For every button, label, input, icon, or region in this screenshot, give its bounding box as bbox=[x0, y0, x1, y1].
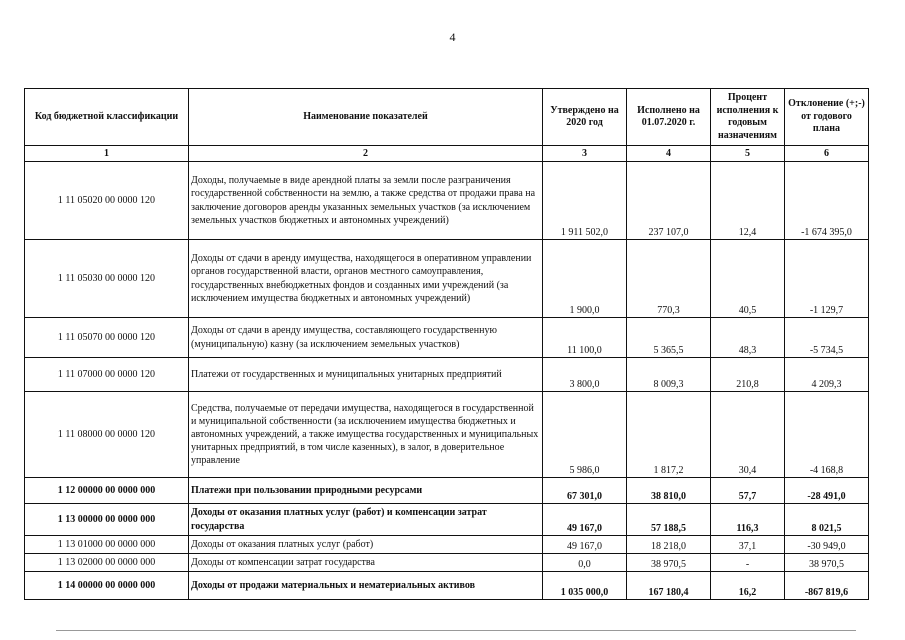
table-row bbox=[25, 504, 869, 536]
executed-cell: 18 218,0 bbox=[627, 536, 711, 554]
table-row bbox=[25, 536, 869, 554]
code-cell: 1 13 00000 00 0000 000 bbox=[25, 504, 189, 536]
table-row bbox=[25, 358, 869, 392]
percent-cell: 40,5 bbox=[711, 240, 785, 318]
table-row bbox=[25, 554, 869, 572]
code-cell: 1 11 07000 00 0000 120 bbox=[25, 358, 189, 392]
approved-cell: 3 800,0 bbox=[543, 358, 627, 392]
column-number: 2 bbox=[189, 146, 543, 162]
code-cell: 1 11 05030 00 0000 120 bbox=[25, 240, 189, 318]
column-number: 1 bbox=[25, 146, 189, 162]
percent-cell: 210,8 bbox=[711, 358, 785, 392]
executed-cell: 38 810,0 bbox=[627, 478, 711, 504]
deviation-cell: 38 970,5 bbox=[785, 554, 869, 572]
table-row bbox=[25, 318, 869, 358]
executed-cell: 8 009,3 bbox=[627, 358, 711, 392]
name-cell: Доходы от оказания платных услуг (работ) и компенсации затрат государства bbox=[189, 504, 543, 536]
table-row bbox=[25, 572, 869, 600]
name-cell: Доходы, получаемые в виде арендной платы за земли после разграничения государственной собственности на землю, а также средства от продажи права на заключение договоров аренды указанных земельных участков (за исключением земельных участков бюджетных и автономных учреждений) bbox=[189, 162, 543, 240]
approved-cell: 49 167,0 bbox=[543, 504, 627, 536]
column-header: Отклонение (+;-) от годового плана bbox=[785, 89, 869, 146]
column-number-row bbox=[25, 146, 869, 162]
percent-cell: 16,2 bbox=[711, 572, 785, 600]
deviation-cell: -1 674 395,0 bbox=[785, 162, 869, 240]
column-header: Код бюджетной классификации bbox=[25, 89, 189, 146]
executed-cell: 770,3 bbox=[627, 240, 711, 318]
table-row bbox=[25, 240, 869, 318]
code-cell: 1 13 02000 00 0000 000 bbox=[25, 554, 189, 572]
column-number: 3 bbox=[543, 146, 627, 162]
name-cell: Средства, получаемые от передачи имущества, находящегося в государственной и муниципальной собственности (за исключением имущества бюджетных и автономных учреждений, а также имущества государственных и муниципальных унитарных предприятий, в том числе казенных), в залог, в доверительное управление bbox=[189, 392, 543, 478]
deviation-cell: -4 168,8 bbox=[785, 392, 869, 478]
approved-cell: 1 900,0 bbox=[543, 240, 627, 318]
column-header: Процент исполнения к годовым назначениям bbox=[711, 89, 785, 146]
percent-cell: 57,7 bbox=[711, 478, 785, 504]
executed-cell: 5 365,5 bbox=[627, 318, 711, 358]
approved-cell: 0,0 bbox=[543, 554, 627, 572]
approved-cell: 67 301,0 bbox=[543, 478, 627, 504]
approved-cell: 1 035 000,0 bbox=[543, 572, 627, 600]
header-row bbox=[25, 89, 869, 146]
approved-cell: 1 911 502,0 bbox=[543, 162, 627, 240]
deviation-cell: -867 819,6 bbox=[785, 572, 869, 600]
executed-cell: 237 107,0 bbox=[627, 162, 711, 240]
code-cell: 1 11 05020 00 0000 120 bbox=[25, 162, 189, 240]
name-cell: Доходы от компенсации затрат государства bbox=[189, 554, 543, 572]
percent-cell: 37,1 bbox=[711, 536, 785, 554]
column-header: Исполнено на 01.07.2020 г. bbox=[627, 89, 711, 146]
percent-cell: 30,4 bbox=[711, 392, 785, 478]
percent-cell: 12,4 bbox=[711, 162, 785, 240]
percent-cell: 116,3 bbox=[711, 504, 785, 536]
approved-cell: 11 100,0 bbox=[543, 318, 627, 358]
budget-table bbox=[24, 88, 869, 600]
deviation-cell: -5 734,5 bbox=[785, 318, 869, 358]
name-cell: Доходы от продажи материальных и нематериальных активов bbox=[189, 572, 543, 600]
executed-cell: 38 970,5 bbox=[627, 554, 711, 572]
name-cell: Платежи при пользовании природными ресурсами bbox=[189, 478, 543, 504]
code-cell: 1 13 01000 00 0000 000 bbox=[25, 536, 189, 554]
table-row bbox=[25, 392, 869, 478]
deviation-cell: 8 021,5 bbox=[785, 504, 869, 536]
approved-cell: 5 986,0 bbox=[543, 392, 627, 478]
column-number: 4 bbox=[627, 146, 711, 162]
code-cell: 1 11 08000 00 0000 120 bbox=[25, 392, 189, 478]
executed-cell: 1 817,2 bbox=[627, 392, 711, 478]
percent-cell: 48,3 bbox=[711, 318, 785, 358]
page-number: 4 bbox=[449, 30, 456, 44]
name-cell: Доходы от оказания платных услуг (работ) bbox=[189, 536, 543, 554]
code-cell: 1 11 05070 00 0000 120 bbox=[25, 318, 189, 358]
deviation-cell: 4 209,3 bbox=[785, 358, 869, 392]
column-number: 5 bbox=[711, 146, 785, 162]
code-cell: 1 14 00000 00 0000 000 bbox=[25, 572, 189, 600]
bottom-rule bbox=[56, 630, 856, 631]
table-row bbox=[25, 162, 869, 240]
deviation-cell: -1 129,7 bbox=[785, 240, 869, 318]
name-cell: Доходы от сдачи в аренду имущества, составляющего государственную (муниципальную) казну (за исключением земельных участков) bbox=[189, 318, 543, 358]
column-header: Утверждено на 2020 год bbox=[543, 89, 627, 146]
percent-cell: - bbox=[711, 554, 785, 572]
deviation-cell: -28 491,0 bbox=[785, 478, 869, 504]
deviation-cell: -30 949,0 bbox=[785, 536, 869, 554]
approved-cell: 49 167,0 bbox=[543, 536, 627, 554]
executed-cell: 167 180,4 bbox=[627, 572, 711, 600]
column-header: Наименование показателей bbox=[189, 89, 543, 146]
column-number: 6 bbox=[785, 146, 869, 162]
name-cell: Доходы от сдачи в аренду имущества, находящегося в оперативном управлении органов государственной власти, органов местного самоуправления, государственных внебюджетных фондов и созданных ими учреждений (за исключением имущества бюджетных и автономных учреждений) bbox=[189, 240, 543, 318]
executed-cell: 57 188,5 bbox=[627, 504, 711, 536]
code-cell: 1 12 00000 00 0000 000 bbox=[25, 478, 189, 504]
name-cell: Платежи от государственных и муниципальных унитарных предприятий bbox=[189, 358, 543, 392]
table-row bbox=[25, 478, 869, 504]
